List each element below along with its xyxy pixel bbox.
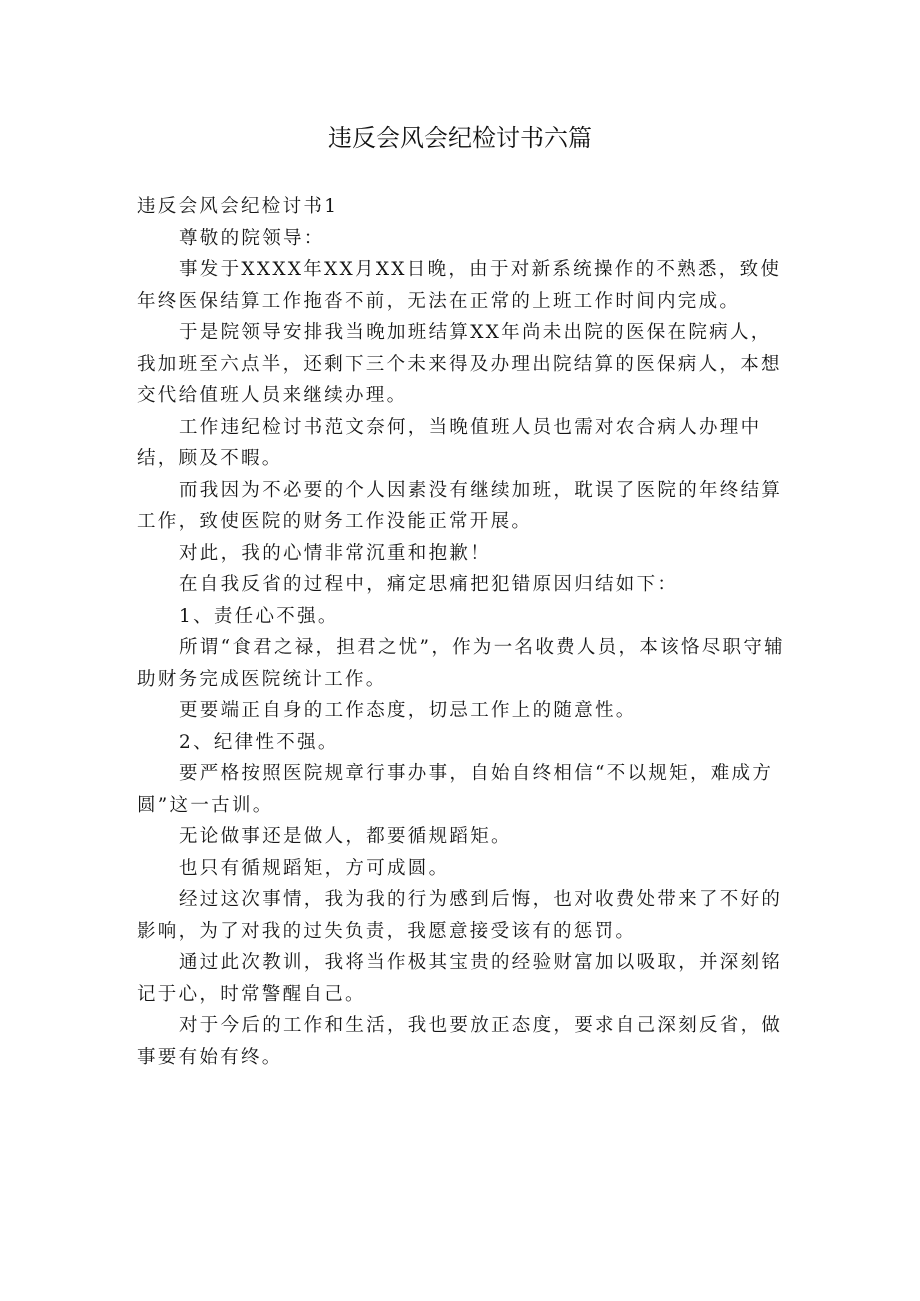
document-body <box>137 191 792 1073</box>
document-title: 违反会风会纪检讨书六篇 <box>328 124 592 152</box>
paragraph: 通过此次教训，我将当作极其宝贵的经验财富加以吸取，并深刻铭记于心，时常警醒自己。 <box>137 952 783 1005</box>
paragraph: 经过这次事情，我为我的行为感到后悔，也对收费处带来了不好的影响，为了对我的过失负责，我愿意接受该有的惩罚。 <box>137 889 783 942</box>
paragraph: 要严格按照医院规章行事办事，自始自终相信“不以规矩，难成方圆”这一古训。 <box>137 763 774 816</box>
paragraph: 事发于XXXX年XX月XX日晚，由于对新系统操作的不熟悉，致使年终医保结算工作拖沓不前，无法在正常的上班工作时间内完成。 <box>137 259 782 312</box>
salutation: 尊敬的院领导： <box>179 227 325 249</box>
list-item-heading: 2、纪律性不强。 <box>179 731 339 753</box>
paragraph: 在自我反省的过程中，痛定思痛把犯错原因归结如下： <box>179 574 679 595</box>
section-heading: 违反会风会纪检讨书1 <box>137 196 339 217</box>
paragraph: 工作违纪检讨书范文奈何，当晚值班人员也需对农合病人办理中结，顾及不暇。 <box>137 416 762 469</box>
paragraph: 也只有循规蹈矩，方可成圆。 <box>179 857 450 879</box>
paragraph: 对于今后的工作和生活，我也要放正态度，要求自己深刻反省，做事要有始有终。 <box>137 1015 783 1068</box>
paragraph: 而我因为不必要的个人因素没有继续加班，耽误了医院的年终结算工作，致使医院的财务工作没能正常开展。 <box>137 479 783 532</box>
list-item-heading: 1、责任心不强。 <box>179 605 339 627</box>
paragraph: 于是院领导安排我当晚加班结算XX年尚未出院的医保在院病人，我加班至六点半，还剩下三个未来得及办理出院结算的医保病人，本想交代给值班人员来继续办理。 <box>137 322 782 406</box>
paragraph: 更要端正自身的工作态度，切忌工作上的随意性。 <box>179 700 637 721</box>
paragraph: 无论做事还是做人，都要循规蹈矩。 <box>179 826 512 847</box>
paragraph: 对此，我的心情非常沉重和抱歉！ <box>179 542 492 564</box>
paragraph: 所谓“食君之禄，担君之忧”，作为一名收费人员，本该恪尽职守辅助财务完成医院统计工作。 <box>137 637 785 690</box>
